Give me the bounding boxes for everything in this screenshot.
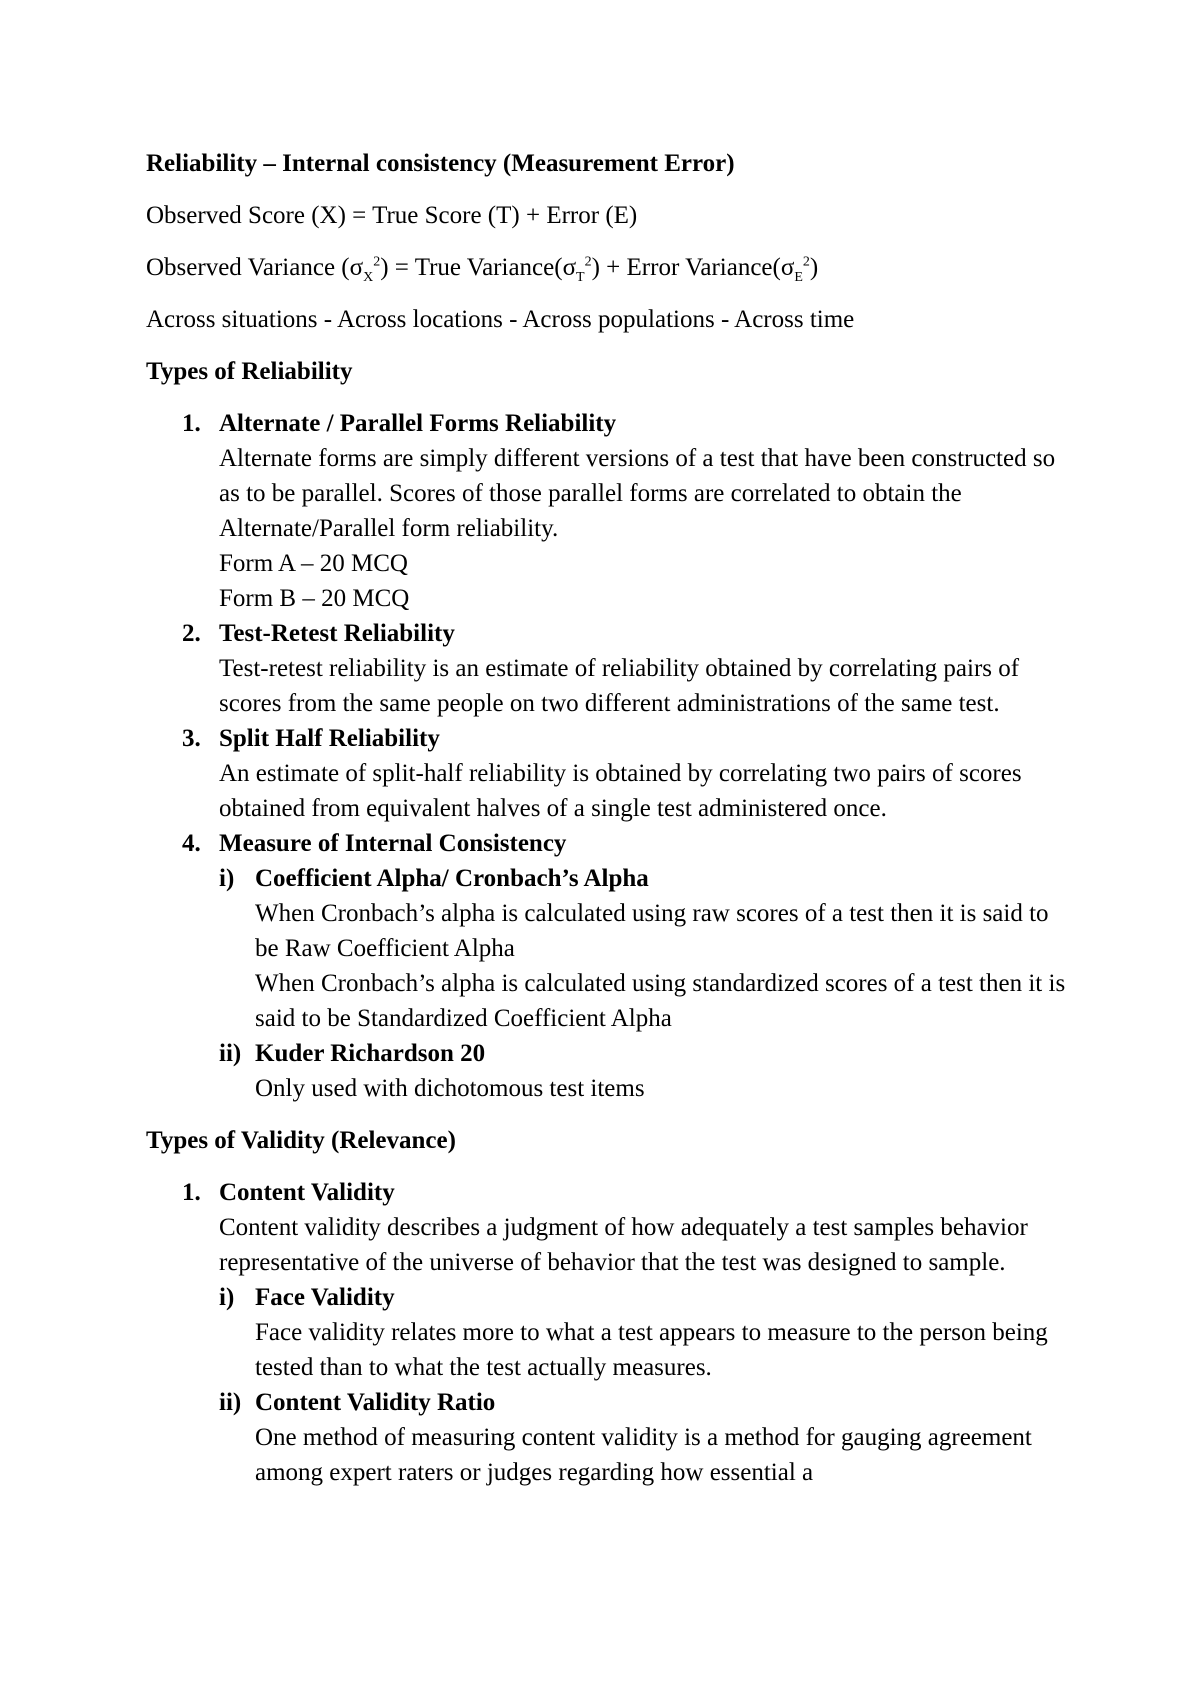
sub-list-number: i) (219, 1284, 235, 1311)
document-body (146, 146, 1076, 1507)
sub-item-text: When Cronbach’s alpha is calculated using raw scores of a test then it is said to be Raw Coefficient Alpha (255, 900, 1049, 962)
item-title: Test-Retest Reliability (219, 620, 455, 647)
validity-list (146, 1175, 1076, 1490)
list-item (146, 406, 1076, 616)
item-title: Split Half Reliability (219, 725, 440, 752)
types-of-validity-heading: Types of Validity (Relevance) (146, 1127, 456, 1154)
variance-formula: Observed Variance $(\sigma_X^2)$ = True $Variance(\sigma_T^2)$ + Error $Variance(\sigma_E^2)$ (146, 254, 819, 285)
across-line: Across situations - Across locations - Across populations - Across time (146, 306, 855, 333)
reliability-heading: Reliability – Internal consistency (Measurement Error) (146, 150, 735, 177)
sub-item-title: Kuder Richardson 20 (255, 1040, 486, 1067)
list-number: 1. (182, 410, 201, 437)
observed-score-formula: Observed Score (X) = True Score (T) + Error (E) (146, 202, 638, 229)
form-b-line: Form B – 20 MCQ (219, 585, 410, 612)
item-title: Alternate / Parallel Forms Reliability (219, 410, 617, 437)
sub-list-number: i) (219, 865, 235, 892)
sub-list-number: ii) (219, 1389, 242, 1416)
list-number: 3. (182, 725, 201, 752)
list-number: 2. (182, 620, 201, 647)
sub-list-item (219, 1280, 1076, 1385)
sub-item-text: When Cronbach’s alpha is calculated using standardized scores of a test then it is said to be Standardized Coefficient Alpha (255, 970, 1066, 1032)
list-item (146, 826, 1076, 1106)
item-text: An estimate of split-half reliability is obtained by correlating two pairs of scores obtained from equivalent halves of a single test administered once. (219, 760, 1022, 822)
list-item (146, 1175, 1076, 1490)
sub-list-item (219, 861, 1076, 1036)
list-number: 4. (182, 830, 201, 857)
item-text: Content validity describes a judgment of how adequately a test samples behavior representative of the universe of behavior that the test was designed to sample. (219, 1214, 1028, 1276)
content-validity-sublist (219, 1280, 1076, 1490)
list-item (146, 721, 1076, 826)
list-number: 1. (182, 1179, 201, 1206)
sub-list-item (219, 1385, 1076, 1490)
item-title: Content Validity (219, 1179, 395, 1206)
sub-list-number: ii) (219, 1040, 242, 1067)
sub-item-title: Content Validity Ratio (255, 1389, 496, 1416)
types-of-reliability-heading: Types of Reliability (146, 358, 353, 385)
list-item (146, 616, 1076, 721)
reliability-list (146, 406, 1076, 1106)
sub-item-title: Coefficient Alpha/ Cronbach’s Alpha (255, 865, 649, 892)
sub-item-text: Face validity relates more to what a test appears to measure to the person being tested than to what the test actually measures. (255, 1319, 1048, 1381)
sub-item-text: One method of measuring content validity is a method for gauging agreement among expert raters or judges regarding how essential a (255, 1424, 1032, 1486)
item-text: Test-retest reliability is an estimate of reliability obtained by correlating pairs of scores from the same people on two different administrations of the same test. (219, 655, 1020, 717)
internal-consistency-sublist (219, 861, 1076, 1106)
sub-list-item (219, 1036, 1076, 1106)
form-a-line: Form A – 20 MCQ (219, 550, 408, 577)
item-text: Alternate forms are simply different versions of a test that have been constructed so as to be parallel. Scores of those parallel forms are correlated to obtain the Alternate/Parallel form reliability. (219, 445, 1056, 542)
sub-item-text: Only used with dichotomous test items (255, 1075, 645, 1102)
sub-item-title: Face Validity (255, 1284, 395, 1311)
item-title: Measure of Internal Consistency (219, 830, 567, 857)
